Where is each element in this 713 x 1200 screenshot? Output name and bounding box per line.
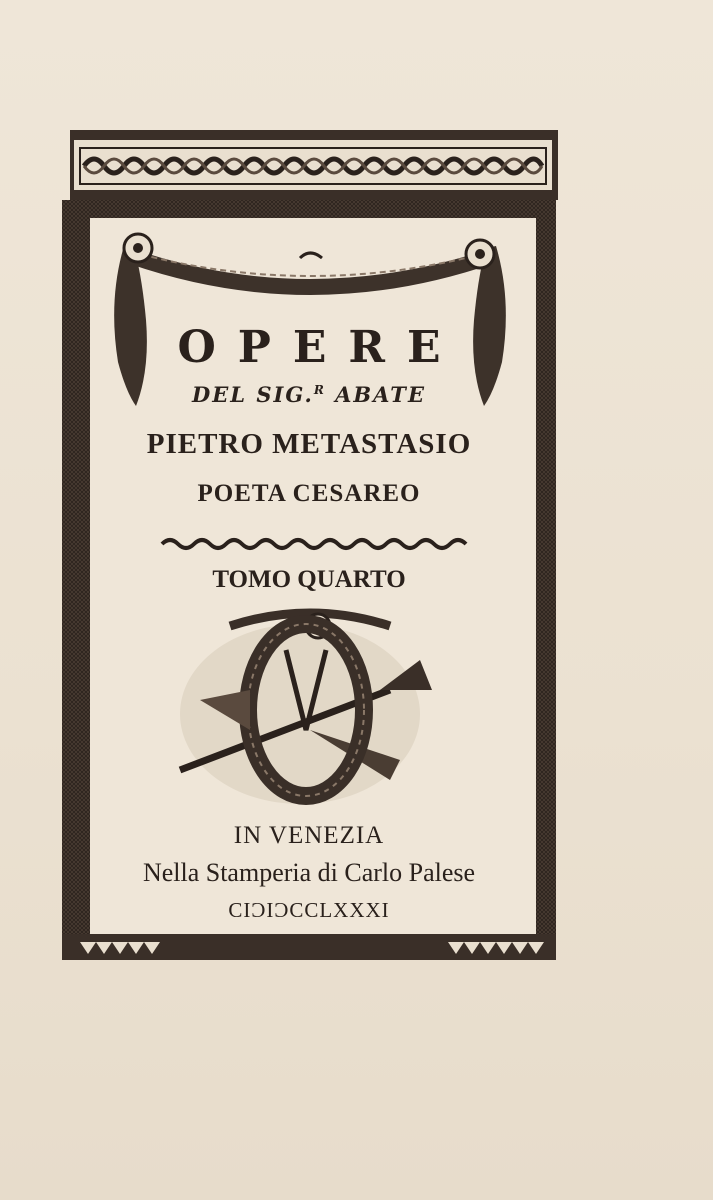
subtitle-del-abate — [60, 382, 558, 407]
imprint-city: IN VENEZIA — [233, 822, 385, 849]
imprint-year: CIϽIϽCCLXXXI — [228, 898, 390, 922]
author-role: POETA CESAREO — [197, 480, 421, 507]
bottom-dentil-ornament — [62, 934, 556, 960]
volume-label: TOMO QUARTO — [212, 566, 406, 593]
del-prefix: DEL SIG. — [192, 382, 314, 407]
del-superscript: R — [313, 383, 326, 397]
author-name: PIETRO METASTASIO — [146, 428, 472, 460]
top-frieze-ornament — [70, 130, 558, 200]
imprint-printer: Nella Stamperia di Carlo Palese — [142, 858, 476, 887]
engraved-title-plate — [60, 130, 558, 962]
del-suffix: ABATE — [325, 382, 426, 407]
title-opere: OPERE — [177, 322, 463, 373]
